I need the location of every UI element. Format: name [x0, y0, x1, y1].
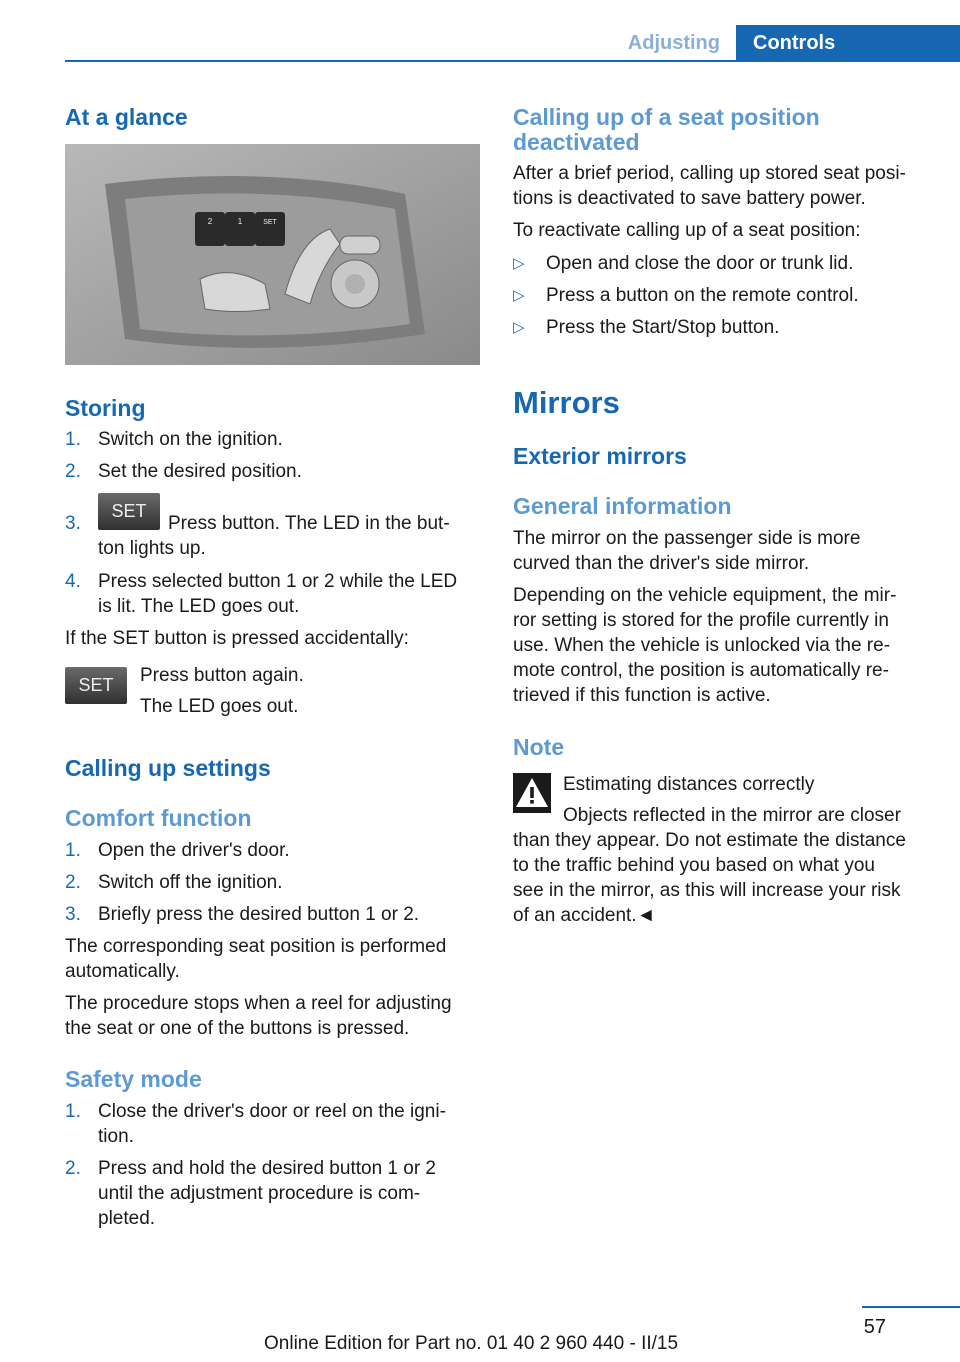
paragraph: The procedure stops when a reel for adjusting — [65, 993, 452, 1014]
bullet-triangle-icon: ▷ — [513, 287, 525, 304]
heading-safety-mode: Safety mode — [65, 1066, 202, 1092]
list-text: Press a button on the remote control. — [546, 285, 859, 306]
set-button-icon: SET — [65, 667, 127, 704]
list-text: Set the desired position. — [98, 461, 302, 482]
paragraph — [513, 583, 896, 708]
list-text: Press the Start/Stop button. — [546, 317, 780, 338]
seat-controls-photo — [65, 144, 480, 365]
paragraph-line: ror setting is stored for the profile currently in — [513, 610, 889, 631]
list-text: Open and close the door or trunk lid. — [546, 253, 854, 274]
paragraph-line: of an accident.◄ — [513, 905, 656, 926]
list-number: 3. — [65, 904, 81, 925]
paragraph: automatically. — [65, 961, 180, 982]
heading-mirrors: Mirrors — [513, 385, 620, 420]
bullet-triangle-icon: ▷ — [513, 319, 525, 336]
header-chapter: Controls — [736, 25, 960, 61]
list-text-line: ton lights up. — [98, 538, 206, 559]
list-text-line: Press selected button 1 or 2 while the LED — [98, 571, 458, 592]
paragraph-line: trieved if this function is active. — [513, 685, 771, 706]
heading-storing: Storing — [65, 395, 146, 421]
warning-title: Estimating distances correctly — [563, 774, 815, 795]
list-text — [98, 1099, 483, 1149]
warning-icon — [513, 773, 551, 813]
list-text-line: Close the driver's door or reel on the igni- — [98, 1101, 446, 1122]
heading-line: deactivated — [513, 129, 640, 155]
list-text-line: pleted. — [98, 1208, 156, 1229]
paragraph: curved than the driver's side mirror. — [513, 553, 810, 574]
header-rule — [65, 60, 960, 62]
list-text: Open the driver's door. — [98, 840, 290, 861]
paragraph: To reactivate calling up of a seat position: — [513, 220, 861, 241]
list-text-line: is lit. The LED goes out. — [98, 596, 300, 617]
paragraph: If the SET button is pressed accidentally: — [65, 628, 409, 649]
list-number: 2. — [65, 872, 81, 893]
list-number: 2. — [65, 461, 81, 482]
set-button-icon: SET — [98, 493, 160, 530]
heading-line: Calling up of a seat position — [513, 104, 820, 130]
heading-deactivated — [513, 105, 820, 155]
list-text: Switch off the ignition. — [98, 872, 283, 893]
heading-calling-up-settings: Calling up settings — [65, 755, 271, 781]
paragraph: The LED goes out. — [140, 696, 299, 717]
heading-at-a-glance: At a glance — [65, 104, 188, 130]
paragraph-line: Depending on the vehicle equipment, the mir- — [513, 585, 897, 606]
list-number: 2. — [65, 1158, 81, 1179]
list-text-line: tion. — [98, 1126, 134, 1147]
paragraph-line: mote control, the position is automatically re- — [513, 660, 889, 681]
list-number: 4. — [65, 571, 81, 592]
bullet-triangle-icon: ▷ — [513, 255, 525, 272]
paragraph — [513, 828, 906, 928]
paragraph-line: use. When the vehicle is unlocked via the re- — [513, 635, 891, 656]
list-text — [98, 569, 483, 619]
header-section: Adjusting — [627, 32, 720, 54]
list-text-line: Press and hold the desired button 1 or 2 — [98, 1158, 437, 1179]
paragraph-line: see in the mirror, as this will increase your risk — [513, 880, 901, 901]
paragraph: Objects reflected in the mirror are closer — [563, 805, 901, 826]
paragraph: The corresponding seat position is performed — [65, 936, 447, 957]
heading-exterior-mirrors: Exterior mirrors — [513, 443, 687, 469]
list-text: Briefly press the desired button 1 or 2. — [98, 904, 420, 925]
heading-note: Note — [513, 734, 565, 760]
footer-rule — [862, 1306, 960, 1308]
memory-set-button-label: SET — [263, 219, 277, 226]
list-number: 3. — [65, 513, 81, 534]
list-text — [98, 1156, 483, 1231]
paragraph: After a brief period, calling up stored seat posi- — [513, 163, 906, 184]
list-text-line: until the adjustment procedure is com- — [98, 1183, 421, 1204]
heading-general-information: General information — [513, 493, 732, 519]
memory-button-1-label: 1 — [237, 217, 243, 226]
paragraph-line: than they appear. Do not estimate the distance — [513, 830, 906, 851]
edition-footer: Online Edition for Part no. 01 40 2 960 440 - II/15 — [264, 1333, 679, 1354]
heading-comfort-function: Comfort function — [65, 805, 252, 831]
paragraph: The mirror on the passenger side is more — [513, 528, 861, 549]
list-text-line: Press button. The LED in the but- — [168, 513, 450, 534]
list-number: 1. — [65, 840, 81, 861]
memory-button-2-label: 2 — [207, 217, 213, 226]
seat-controls-illustration — [65, 144, 480, 365]
paragraph: tions is deactivated to save battery power. — [513, 188, 866, 209]
paragraph-line: to the traffic behind you based on what you — [513, 855, 875, 876]
paragraph: the seat or one of the buttons is pressed. — [65, 1018, 410, 1039]
page-number: 57 — [863, 1316, 886, 1338]
list-number: 1. — [65, 429, 81, 450]
list-text: Switch on the ignition. — [98, 429, 283, 450]
paragraph: Press button again. — [140, 665, 304, 686]
list-number: 1. — [65, 1101, 81, 1122]
